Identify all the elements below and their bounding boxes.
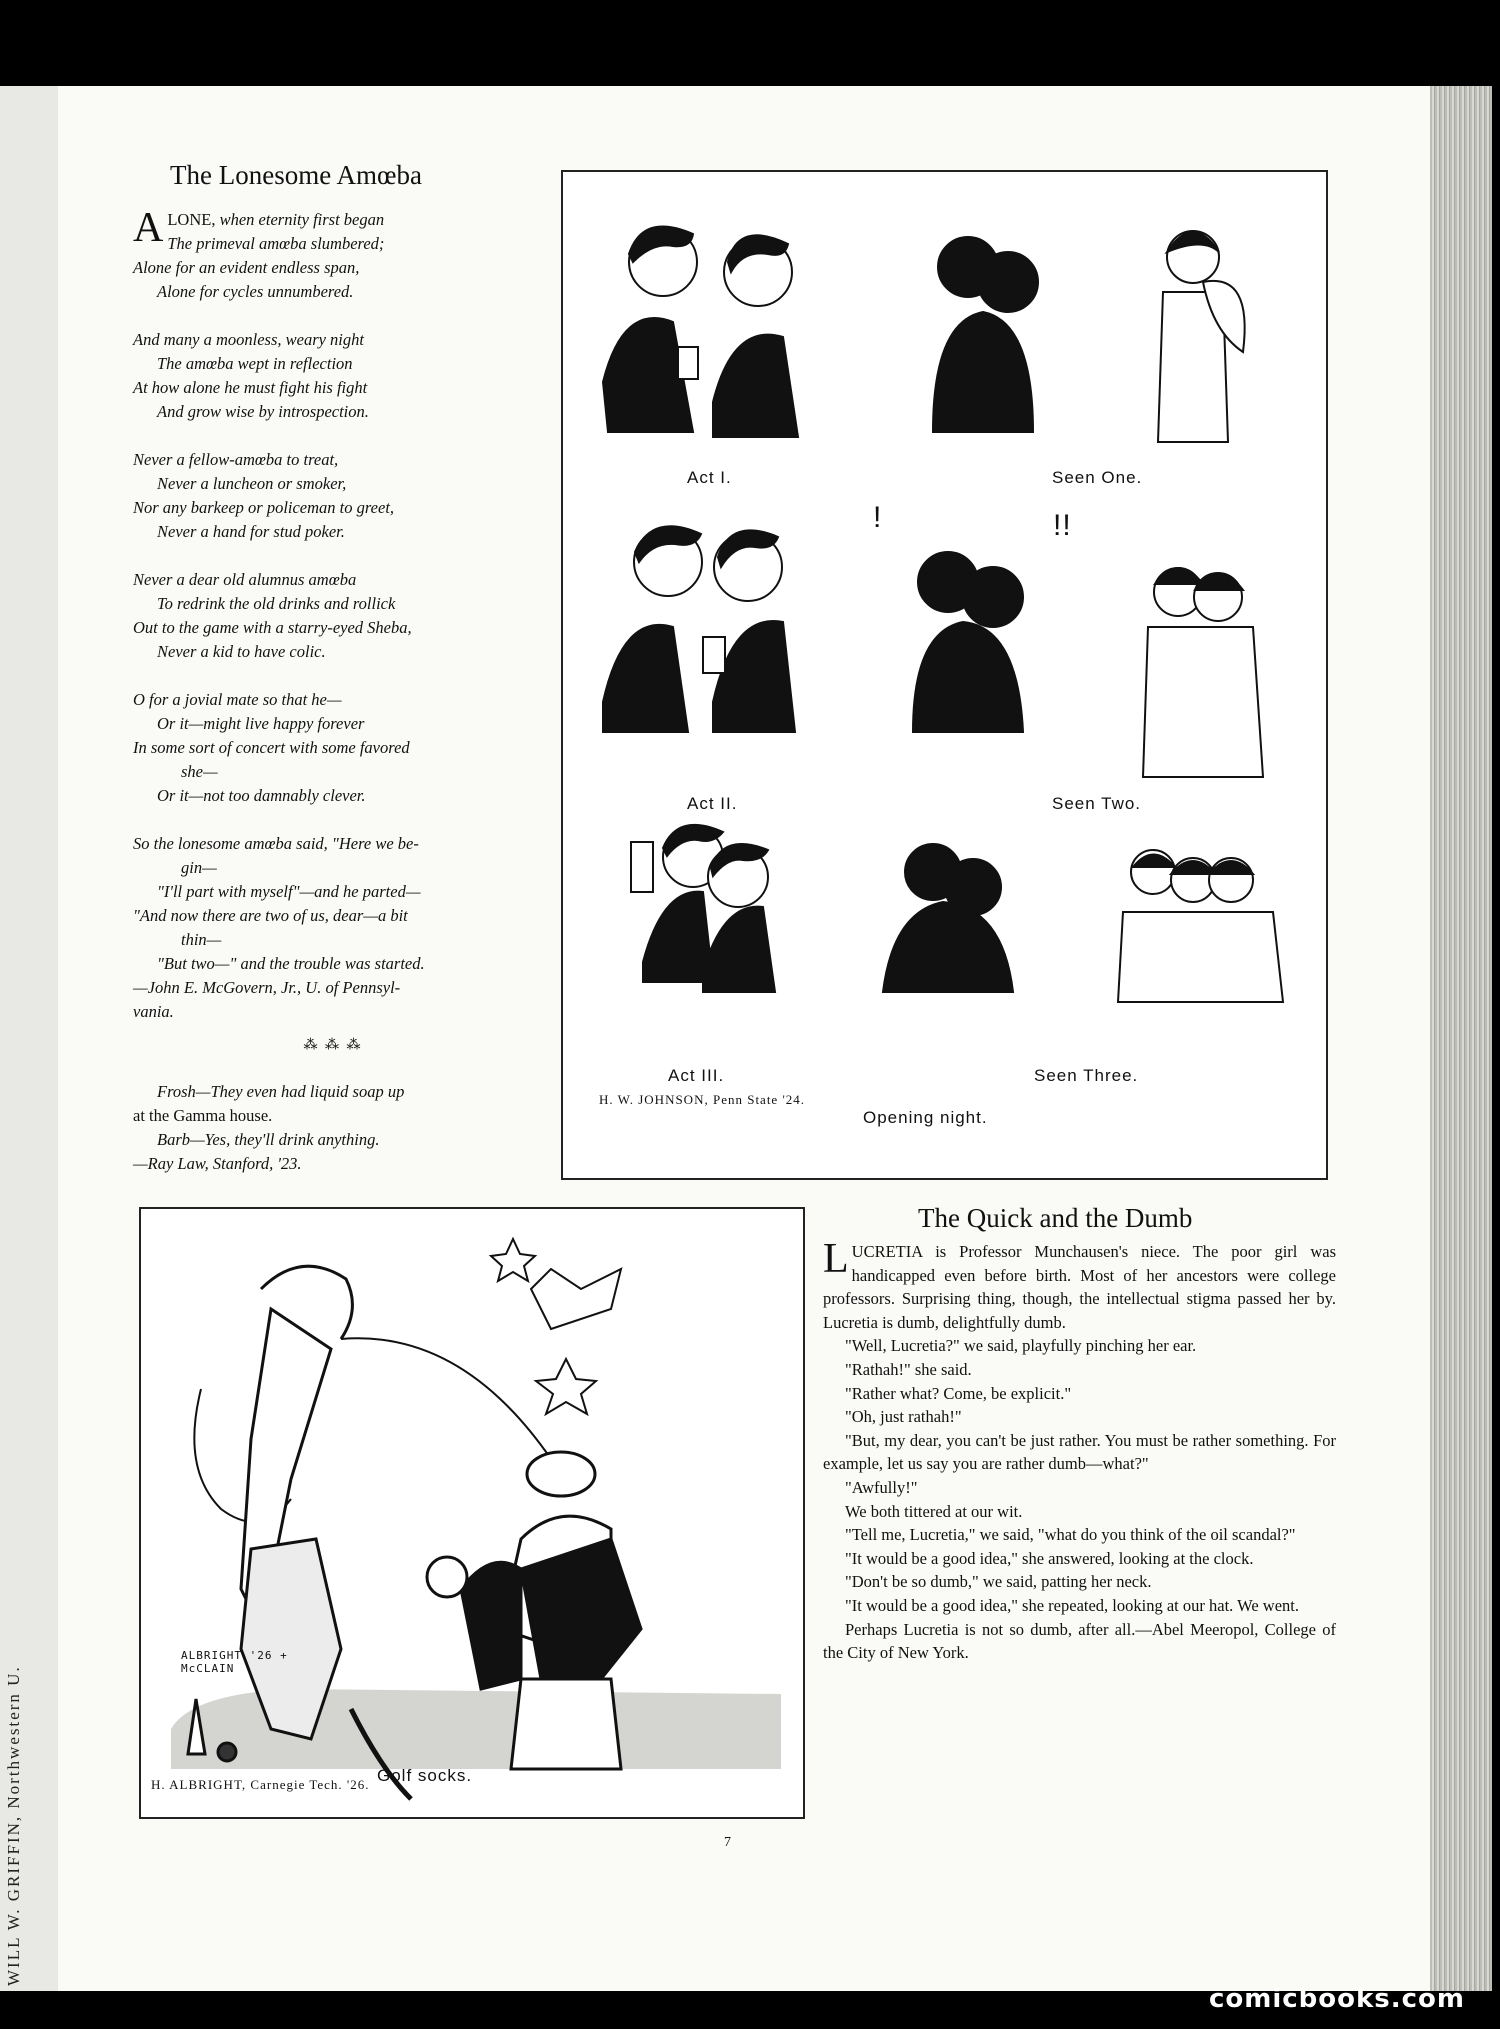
- story-paragraph: "Rathah!" she said.: [845, 1359, 972, 1379]
- poem-stanza: [133, 328, 533, 424]
- poem-line: she—: [181, 762, 218, 781]
- section-separator: ⁂ ⁂ ⁂: [303, 1038, 363, 1053]
- page-number: 7: [724, 1835, 731, 1850]
- act-1-label: Act I.: [687, 468, 732, 487]
- poem-line: Out to the game with a starry-eyed Sheba,: [133, 618, 412, 637]
- golf-credit: H. ALBRIGHT, Carnegie Tech. '26.: [151, 1777, 370, 1792]
- scene3-women-drawing: [1118, 850, 1283, 1002]
- act1-men-drawing: [603, 226, 798, 437]
- act2-men-drawing: [603, 526, 795, 732]
- artist-signature: ALBRIGHT '26 + McCLAIN: [181, 1649, 288, 1675]
- scene-1-label: Seen One.: [1052, 468, 1143, 487]
- story-paragraph: Perhaps Lucretia is not so dumb, after all.—Abel Meeropol, College of the City of New York.: [823, 1619, 1336, 1663]
- poem-line: Or it—not too damnably clever.: [157, 786, 366, 805]
- act3-men-drawing: [631, 825, 775, 992]
- poem-line: At how alone he must fight his fight: [133, 378, 368, 397]
- poem-line: And grow wise by introspection.: [157, 402, 369, 421]
- poem-line: Never a kid to have colic.: [157, 642, 326, 661]
- story-paragraph: "Well, Lucretia?" we said, playfully pinching her ear.: [845, 1336, 1197, 1356]
- page-stack-edge: [1430, 86, 1492, 1991]
- poem-line: The primeval amœba slumbered;: [167, 234, 385, 253]
- poem-dropcap: A: [133, 205, 164, 251]
- poem-line: "And now there are two of us, dear—a bit: [133, 906, 408, 925]
- poem-line: The amœba wept in reflection: [157, 354, 353, 373]
- story-paragraph: We both tittered at our wit.: [845, 1501, 1023, 1521]
- poem-stanza: [133, 832, 533, 1024]
- joke-line: Frosh—They even had liquid soap up: [157, 1082, 405, 1101]
- story-paragraph: "But, my dear, you can't be just rather. You must be rather something. For example, let us say you are rather dumb—what?": [823, 1430, 1336, 1474]
- act-2-label: Act II.: [687, 794, 738, 813]
- cartoon-caption: Opening night.: [863, 1108, 988, 1127]
- golf-caption: Golf socks.: [377, 1766, 473, 1785]
- story-paragraph: LUCRETIA is Professor Munchausen's niece. The poor girl was handicapped even before birth. Most of her ancestors were college professors. Surprising thing, though, the intellectual stigma passed her by. Lucretia is dumb, delightfully dumb.: [823, 1236, 1336, 1332]
- poem-line: O for a jovial mate so that he—: [133, 690, 342, 709]
- act-3-label: Act III.: [668, 1066, 725, 1085]
- story-paragraph: "Don't be so dumb," we said, patting her neck.: [845, 1572, 1152, 1592]
- poem-line: Alone for an evident endless span,: [133, 258, 360, 277]
- poem-body: [133, 205, 533, 1176]
- poem-line: gin—: [181, 858, 217, 877]
- poem-line: when eternity first began: [219, 210, 385, 229]
- poem-stanza: [133, 205, 533, 304]
- joke-line: Barb—Yes, they'll drink anything.: [157, 1130, 380, 1149]
- exclaim-mark-1: !: [873, 501, 883, 534]
- poem-line: In some sort of concert with some favored: [133, 738, 410, 757]
- opening-night-cartoon: [561, 170, 1328, 1180]
- scene2-backs-drawing: [913, 552, 1023, 732]
- poem-line: "I'll part with myself"—and he parted—: [157, 882, 421, 901]
- poem-line: vania.: [133, 1002, 174, 1021]
- left-page-edge: [0, 86, 58, 1991]
- joke-line: at the Gamma house.: [133, 1106, 273, 1125]
- joke-block: [133, 1080, 533, 1176]
- cartoon-illustrations: [563, 172, 1326, 1178]
- scene1-backs-drawing: [933, 237, 1038, 432]
- golf-illustration: [141, 1209, 803, 1817]
- cartoon-credit: H. W. JOHNSON, Penn State '24.: [599, 1092, 806, 1107]
- story-paragraph: "Rather what? Come, be explicit.": [845, 1383, 1072, 1403]
- poem-line: thin—: [181, 930, 222, 949]
- poem-line: So the lonesome amœba said, "Here we be-: [133, 834, 419, 853]
- poem-line: Never a luncheon or smoker,: [157, 474, 347, 493]
- poem-stanza: [133, 688, 533, 808]
- poem-line: "But two—" and the trouble was started.: [157, 954, 425, 973]
- story-paragraph: "It would be a good idea," she repeated, looking at our hat. We went.: [845, 1595, 1299, 1615]
- story-paragraph: "Tell me, Lucretia," we said, "what do you think of the oil scandal?": [845, 1525, 1296, 1545]
- poem-line: Nor any barkeep or policeman to greet,: [133, 498, 395, 517]
- site-watermark: comicbooks.com: [1208, 1984, 1465, 2014]
- joke-line: —Ray Law, Stanford, '23.: [133, 1154, 302, 1173]
- poem-stanza: [133, 568, 533, 664]
- story-body: [823, 1236, 1336, 1665]
- scene-3-label: Seen Three.: [1034, 1066, 1139, 1085]
- gutter-credit: WILL W. GRIFFIN, Northwestern U.: [4, 1665, 23, 1986]
- poem-line: Never a dear old alumnus amœba: [133, 570, 357, 589]
- exclaim-mark-2: !!: [1053, 509, 1072, 542]
- story-paragraph: "Awfully!": [845, 1477, 918, 1497]
- poem-line: To redrink the old drinks and rollick: [157, 594, 396, 613]
- story-title: The Quick and the Dumb: [918, 1203, 1193, 1233]
- golf-socks-cartoon: [139, 1207, 805, 1819]
- story-paragraph: "It would be a good idea," she answered, looking at the clock.: [845, 1548, 1254, 1568]
- story-dropcap: L: [823, 1236, 849, 1282]
- poem-line: Alone for cycles unnumbered.: [157, 282, 354, 301]
- scene3-backs-drawing: [883, 844, 1013, 992]
- poem-stanza: [133, 448, 533, 544]
- poem-line: Never a fellow-amœba to treat,: [133, 450, 339, 469]
- scene-2-label: Seen Two.: [1052, 794, 1142, 813]
- poem-title: The Lonesome Amœba: [170, 160, 422, 190]
- story-paragraph: "Oh, just rathah!": [845, 1407, 962, 1427]
- poem-line: —John E. McGovern, Jr., U. of Pennsyl-: [133, 978, 401, 997]
- poem-lead-word: LONE,: [167, 210, 216, 229]
- poem-line: Or it—might live happy forever: [157, 714, 365, 733]
- poem-line: Never a hand for stud poker.: [157, 522, 345, 541]
- scene2-women-drawing: [1143, 568, 1263, 777]
- scene1-woman-drawing: [1158, 231, 1245, 442]
- poem-line: And many a moonless, weary night: [133, 330, 364, 349]
